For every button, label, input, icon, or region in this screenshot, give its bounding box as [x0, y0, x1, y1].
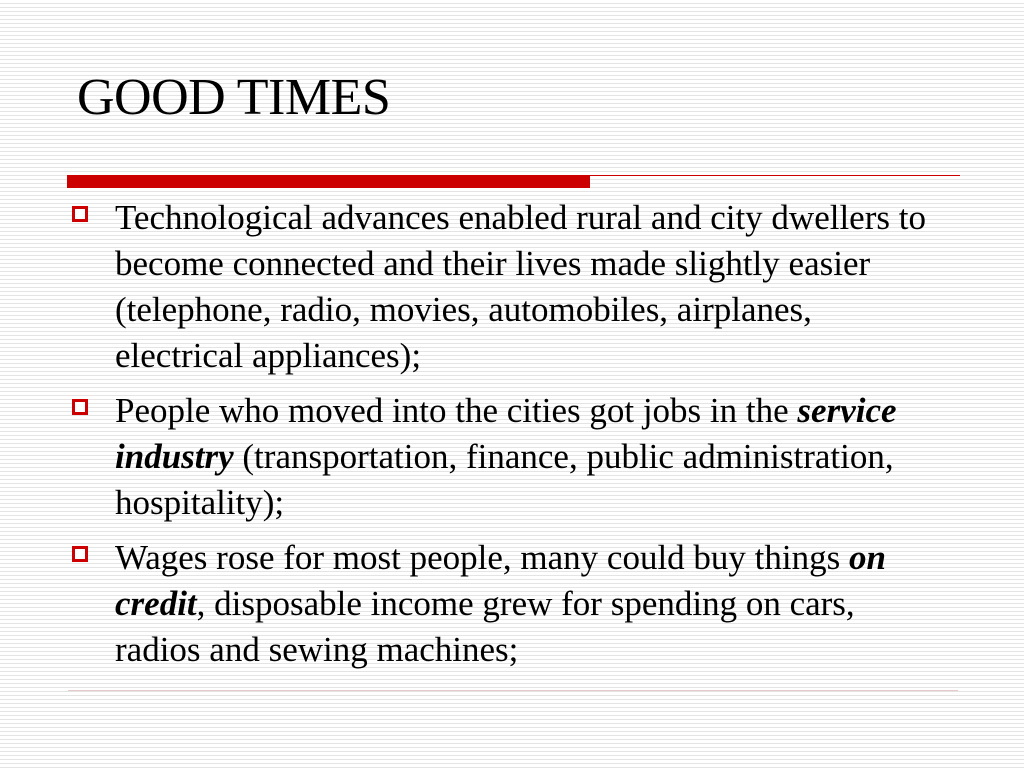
bullet-text-lead: Wages rose for most people, many could buy things: [115, 538, 849, 577]
title-underline-thick: [67, 175, 590, 188]
bullet-list: [68, 195, 948, 682]
bullet-text-tail: , disposable income grew for spending on cars, radios and sewing machines;: [115, 584, 855, 669]
bullet-item: [68, 388, 948, 526]
emphasized-term: on credit: [115, 538, 886, 623]
hollow-square-icon: [72, 546, 88, 562]
bullet-text-tail: (transportation, finance, public administration, hospitality);: [115, 437, 894, 522]
bullet-item: [68, 195, 948, 379]
bullet-item: [68, 535, 948, 673]
emphasized-term: service industry: [115, 391, 897, 476]
title-underline-thin: [590, 175, 960, 176]
hollow-square-icon: [72, 399, 88, 415]
footer-divider: [68, 690, 958, 691]
slide-title: GOOD TIMES: [77, 69, 391, 126]
bullet-text-lead: People who moved into the cities got jobs in the: [115, 391, 798, 430]
hollow-square-icon: [72, 206, 88, 222]
bullet-text: Technological advances enabled rural and city dwellers to become connected and their lives made slightly easier (telephone, radio, movies, automobiles, airplanes, electrical appliances);: [115, 198, 926, 375]
